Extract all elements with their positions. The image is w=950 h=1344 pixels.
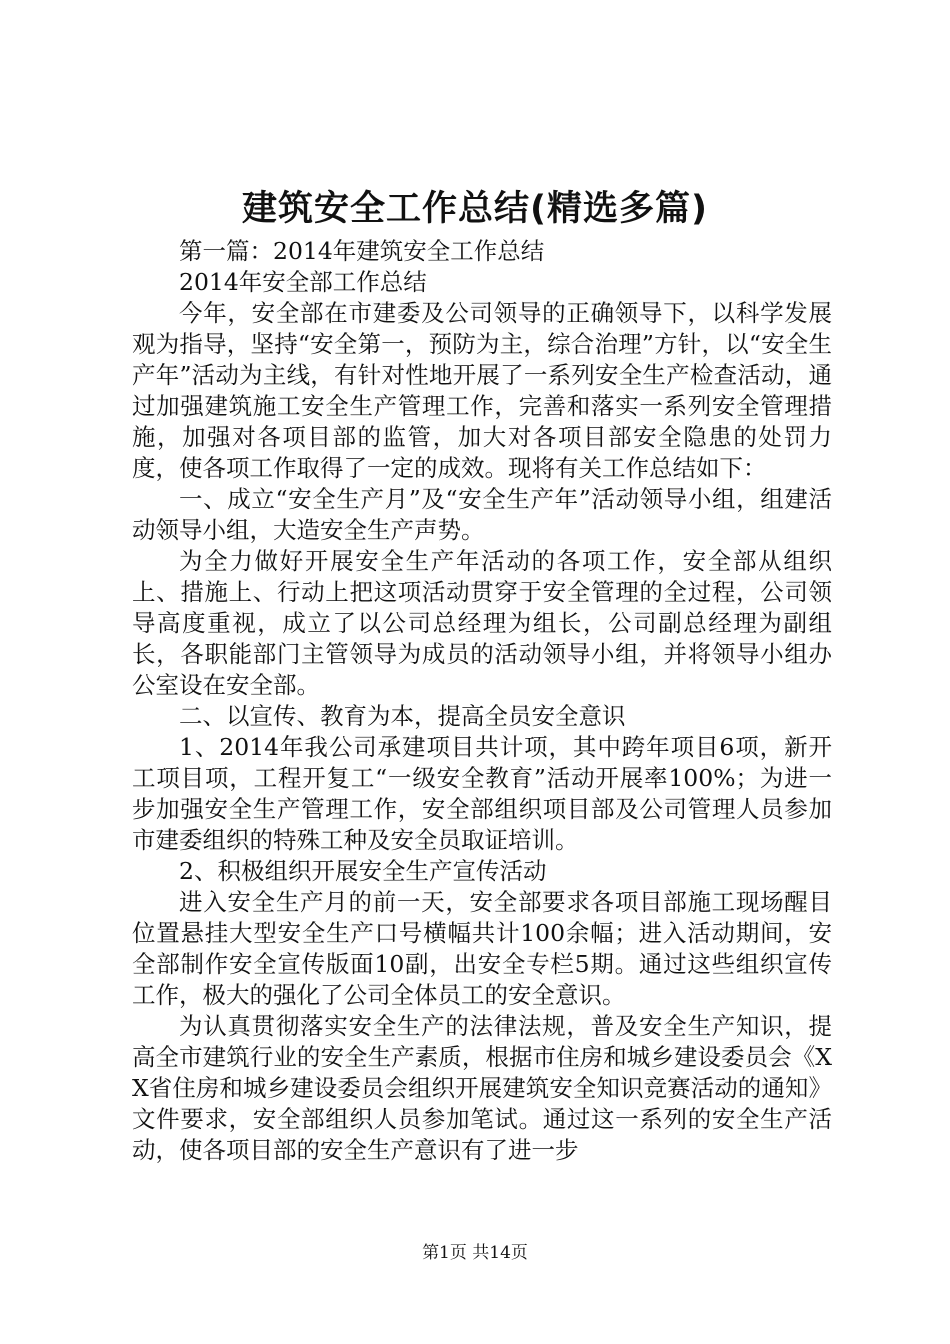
paragraph: 为全力做好开展安全生产年活动的各项工作，安全部从组织上、措施上、行动上把这项活动贯穿于安全管理的全过程，公司领导高度重视，成立了以公司总经理为组长，公司副总经理为副组长，各职能部门主管领导为成员的活动领导小组，并将领导小组办公室设在安全部。 <box>132 547 832 699</box>
paragraph: 一、成立“安全生产月”及“安全生产年”活动领导小组，组建活动领导小组，大造安全生产声势。 <box>132 485 832 544</box>
paragraph: 1、2014年我公司承建项目共计项，其中跨年项目6项，新开工项目项，工程开复工“一级安全教育”活动开展率100%；为进一步加强安全生产管理工作，安全部组织项目部及公司管理人员参加市建委组织的特殊工种及安全员取证培训。 <box>132 733 832 854</box>
paragraph: 今年，安全部在市建委及公司领导的正确领导下，以科学发展观为指导，坚持“安全第一，预防为主，综合治理”方针，以“安全生产年”活动为主线，有针对性地开展了一系列安全生产检查活动，通过加强建筑施工安全生产管理工作，完善和落实一系列安全管理措施，加强对各项目部的监管，加大对各项目部安全隐患的处罚力度，使各项工作取得了一定的成效。现将有关工作总结如下： <box>132 299 832 482</box>
paragraph: 进入安全生产月的前一天，安全部要求各项目部施工现场醒目位置悬挂大型安全生产口号横幅共计100余幅；进入活动期间，安全部制作安全宣传版面10副，出安全专栏5期。通过这些组织宣传工作，极大的强化了公司全体员工的安全意识。 <box>132 888 832 1009</box>
document-title: 建筑安全工作总结(精选多篇) <box>242 189 708 229</box>
paragraph-heading: 2、积极组织开展安全生产宣传活动 <box>179 857 547 885</box>
document-body <box>132 236 832 1166</box>
paragraph-heading: 二、以宣传、教育为本，提高全员安全意识 <box>179 702 626 730</box>
paragraph-subtitle: 2014年安全部工作总结 <box>179 268 427 296</box>
paragraph-section-heading: 第一篇：2014年建筑安全工作总结 <box>179 237 545 265</box>
page-footer: 第1页 共14页 <box>422 1243 528 1263</box>
paragraph: 为认真贯彻落实安全生产的法律法规，普及安全生产知识，提高全市建筑行业的安全生产素质，根据市住房和城乡建设委员会《XX省住房和城乡建设委员会组织开展建筑安全知识竞赛活动的通知》文件要求，安全部组织人员参加笔试。通过这一系列的安全生产活动，使各项目部的安全生产意识有了进一步 <box>132 1012 832 1164</box>
